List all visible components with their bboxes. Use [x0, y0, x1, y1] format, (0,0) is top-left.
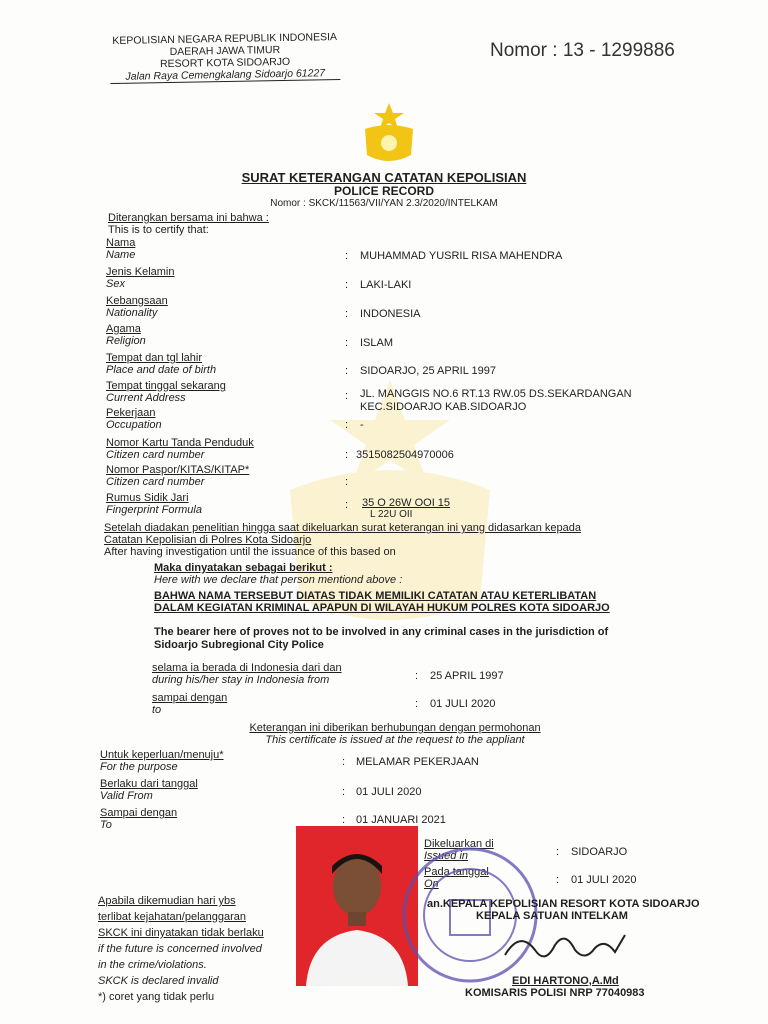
valid-from-value: 01 JULI 2020 [356, 786, 422, 798]
header-address: Jalan Raya Cemengkalang Sidoarjo 61227 [110, 67, 340, 84]
field-colon: : [345, 337, 349, 349]
document-title: SURAT KETERANGAN CATATAN KEPOLISIAN [241, 170, 527, 185]
stay-colon: : [415, 670, 419, 682]
document-subtitle: POLICE RECORD [333, 184, 434, 198]
header-line2: DAERAH JAWA TIMUR [169, 44, 281, 58]
field-label: Tempat tinggal sekarang Current Address [106, 380, 226, 404]
issued-at-label: Dikeluarkan di Issued in [424, 838, 494, 862]
field-colon: : [345, 390, 349, 402]
stay-to-value: 01 JULI 2020 [430, 698, 496, 710]
issued-colon: : [556, 874, 560, 886]
statement-en: The bearer here of proves not to be involved in any criminal cases in the jurisdiction of Sidoarjo Subregional City Police [154, 626, 609, 651]
field-value-occupation: - [360, 419, 364, 431]
field-label: Nama Name [106, 237, 136, 261]
field-value-nationality: INDONESIA [360, 308, 421, 320]
issued-on-label: Pada tanggal On [424, 866, 489, 890]
field-value-ktp: 3515082504970006 [356, 449, 454, 461]
investigation-text: Setelah diadakan penelitian hingga saat dikeluarkan surat keterangan ini yang didasarkan kepada Catatan Kepolisian di Polres Kota Sidoarjo After having investigation until the issuance of this based on [104, 522, 582, 558]
field-label: Nomor Kartu Tanda Penduduk Citizen card number [106, 437, 254, 461]
signature-role: KEPALA SATUAN INTELKAM [476, 910, 628, 922]
signatory-name: EDI HARTONO,A.Md [512, 975, 619, 987]
header-line3: RESORT KOTA SIDOARJO [159, 55, 291, 71]
intro [108, 212, 269, 236]
field-label: Rumus Sidik Jari Fingerprint Formula [106, 492, 202, 516]
validity-note: Apabila dikemudian hari ybs terlibat kejahatan/pelanggaran SKCK ini dinyatakan tidak berlaku if the future is concerned involved in the crime/violations. SKCK is declared invalid *) coret yang tidak perlu [98, 895, 264, 1003]
request-text: Keterangan ini diberikan berhubungan dengan permohonan This certificate is issued at the request to the appliant [249, 722, 541, 746]
police-emblem-icon [357, 103, 421, 167]
purpose-label: Untuk keperluan/menuju* For the purpose [100, 749, 224, 773]
field-value-religion: ISLAM [360, 337, 394, 349]
issued-colon: : [556, 846, 560, 858]
signature-icon [500, 920, 630, 970]
valid-to-value: 01 JANUARI 2021 [356, 814, 446, 826]
field-label: Nomor Paspor/KITAS/KITAP* Citizen card number [106, 464, 250, 488]
field-colon: : [345, 279, 349, 291]
issued-on-value: 01 JULI 2020 [571, 874, 637, 886]
field-value-name: MUHAMMAD YUSRIL RISA MAHENDRA [360, 250, 563, 262]
valid-colon: : [342, 814, 346, 826]
stay-colon: : [415, 698, 419, 710]
intro-id: Diterangkan bersama ini bahwa : [108, 212, 269, 224]
field-label: Kebangsaan Nationality [106, 295, 168, 319]
stay-from-label: selama ia berada di Indonesia dari dan during his/her stay in Indonesia from [152, 662, 342, 686]
field-value-address-2: KEC.SIDOARJO KAB.SIDOARJO [360, 401, 527, 413]
header-line1: KEPOLISIAN NEGARA REPUBLIK INDONESIA [112, 31, 338, 47]
signatory-rank: KOMISARIS POLISI NRP 77040983 [465, 987, 645, 999]
issued-at-value: SIDOARJO [571, 846, 628, 858]
statement-id: BAHWA NAMA TERSEBUT DIATAS TIDAK MEMILIKI CATATAN ATAU KETERLIBATAN DALAM KEGIATAN KRIMINAL APAPUN DI WILAYAH HUKUM POLRES KOTA SIDOARJO [154, 590, 610, 614]
field-colon: : [345, 476, 349, 488]
field-value-fingerprint: 35 O 26W OOI 15 [362, 497, 451, 509]
field-value-address: JL. MANGGIS NO.6 RT.13 RW.05 DS.SEKARDANGAN [360, 388, 632, 400]
field-value-birth: SIDOARJO, 25 APRIL 1997 [360, 365, 496, 377]
serial-number: Nomor : 13 - 1299886 [490, 40, 675, 61]
purpose-colon: : [342, 756, 346, 768]
stay-from-value: 25 APRIL 1997 [430, 670, 504, 682]
document-number: Nomor : SKCK/11563/VII/YAN 2.3/2020/INTELKAM [270, 198, 498, 209]
field-label: Pekerjaan Occupation [106, 407, 162, 431]
field-colon: : [345, 449, 349, 461]
stay-to-label: sampai dengan to [152, 692, 228, 716]
field-value-fingerprint-2: L 22U OII [370, 509, 413, 520]
valid-colon: : [342, 786, 346, 798]
valid-from-label: Berlaku dari tanggal Valid From [100, 778, 198, 802]
purpose-value: MELAMAR PEKERJAAN [356, 756, 479, 768]
field-colon: : [345, 419, 349, 431]
field-label: Tempat dan tgl lahir Place and date of birth [106, 352, 217, 376]
declaration: Maka dinyatakan sebagai berikut : Here with we declare that person mentiond above : [154, 562, 403, 586]
field-colon: : [345, 308, 349, 320]
signature-authority: an.KEPALA KEPOLISIAN RESORT KOTA SIDOARJO [427, 898, 700, 910]
header-block [110, 31, 341, 84]
intro-en: This is to certify that: [108, 224, 209, 236]
field-label: Jenis Kelamin Sex [106, 266, 175, 290]
field-colon: : [345, 250, 349, 262]
field-value-sex: LAKI-LAKI [360, 279, 412, 291]
field-colon: : [345, 499, 349, 511]
field-colon: : [345, 365, 349, 377]
field-label: Agama Religion [106, 323, 146, 347]
valid-to-label: Sampai dengan To [100, 807, 178, 831]
